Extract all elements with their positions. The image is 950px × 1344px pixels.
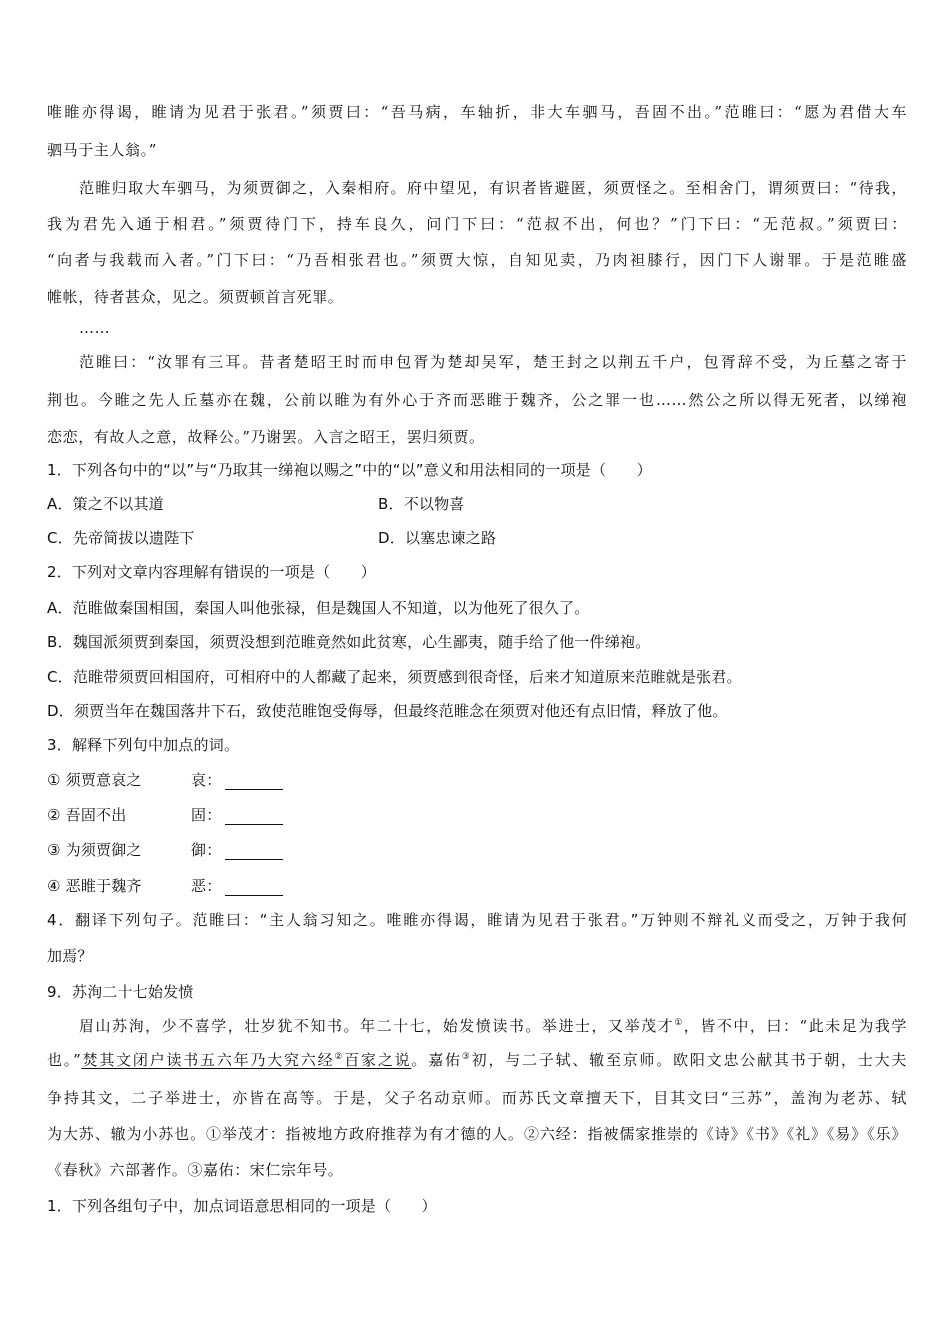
option-label: C． bbox=[47, 529, 73, 547]
q3-sentence: ④ 恶睢于魏齐 bbox=[47, 877, 142, 895]
section-9-question-1-stem: 1．下列各组句子中，加点词语意思相同的一项是（ ） bbox=[47, 1197, 437, 1215]
option-text: 策之不以其道 bbox=[72, 495, 164, 513]
q3-sentence: ① 须贾意哀之 bbox=[47, 771, 142, 789]
option-text: 不以物喜 bbox=[403, 495, 465, 513]
option-text: 范睢做秦国相国，秦国人叫他张禄，但是魏国人不知道，以为他死了很久了。 bbox=[72, 599, 590, 617]
option-text: 先帝简拔以遗陛下 bbox=[72, 529, 195, 547]
q3-word: 恶： bbox=[191, 877, 222, 895]
answer-blank[interactable] bbox=[225, 880, 283, 896]
q3-answer bbox=[191, 805, 283, 825]
q3-word: 御： bbox=[191, 841, 222, 859]
answer-blank[interactable] bbox=[225, 809, 283, 825]
option-d[interactable] bbox=[378, 528, 496, 548]
question-3-stem: 3．解释下列句中加点的词。 bbox=[47, 736, 240, 754]
text: 初，与二子轼、辙至京师。欧阳文忠公献其书于朝，士大夫 bbox=[471, 1051, 907, 1069]
passage-line: 恋恋，有故人之意，故释公。”乃谢罢。入言之昭王，罢归须贾。 bbox=[47, 428, 485, 446]
passage-line: 《春秋》六部著作。③嘉佑：宋仁宗年号。 bbox=[47, 1161, 344, 1179]
option-d[interactable] bbox=[47, 701, 907, 721]
text: 眉山苏洵，少不喜学，壮岁犹不知书。年二十七，始发愤读书。举进士，又举茂才 bbox=[79, 1017, 675, 1035]
option-label: D． bbox=[47, 702, 74, 720]
option-c[interactable] bbox=[47, 529, 194, 547]
answer-blank[interactable] bbox=[225, 774, 283, 790]
option-b[interactable] bbox=[47, 632, 907, 652]
passage-line: “向者与我载而入者。”门下曰：“乃吾相张君也。”须贾大惊，自知见卖，乃肉袒膝行，因门下人谢罪。于是范睢盛 bbox=[47, 251, 907, 269]
option-b[interactable] bbox=[378, 494, 465, 514]
q3-item bbox=[47, 840, 907, 860]
question-4-stem: 4．翻译下列句子。范睢曰：“主人翁习知之。唯睢亦得谒，睢请为见君于张君。”万钟则不辩礼义而受之，万钟于我何 bbox=[47, 911, 907, 929]
q3-item bbox=[47, 805, 907, 825]
ellipsis: …… bbox=[79, 319, 111, 337]
option-label: B． bbox=[378, 495, 404, 513]
question-2-stem: 2．下列对文章内容理解有错误的一项是（ ） bbox=[47, 563, 376, 581]
passage-line: 帷帐，待者甚众，见之。须贾顿首言死罪。 bbox=[47, 288, 344, 306]
passage-line: 唯睢亦得谒，睢请为见君于张君。”须贾曰：“吾马病，车轴折，非大车驷马，吾固不出。”范睢曰：“愿为君借大车 bbox=[47, 103, 907, 121]
option-text: 范睢带须贾回相国府，可相府中的人都藏了起来，须贾感到很奇怪，后来才知道原来范睢就是张君。 bbox=[72, 668, 742, 686]
question-1-stem: 1．下列各句中的“以”与“乃取其一绨袍以赐之”中的“以”意义和用法相同的一项是（ ） bbox=[47, 461, 652, 479]
passage-line: 驷马于主人翁。” bbox=[47, 141, 157, 159]
q3-word: 哀： bbox=[191, 771, 222, 789]
text: 。嘉佑 bbox=[411, 1051, 462, 1069]
q3-answer bbox=[191, 770, 283, 790]
question-4-stem-cont: 加焉？ bbox=[47, 947, 93, 965]
q3-item bbox=[47, 770, 907, 790]
passage-line bbox=[47, 1050, 907, 1070]
footnote-marker: ③ bbox=[461, 1052, 472, 1062]
question-1-options-row-1 bbox=[47, 494, 907, 514]
footnote-marker: ① bbox=[674, 1018, 684, 1028]
option-label: B． bbox=[47, 633, 73, 651]
passage-line: 为大苏、辙为小苏也。①举茂才：指被地方政府推荐为有才德的人。②六经：指被儒家推崇的《诗》《书》《礼》《易》《乐》 bbox=[47, 1125, 907, 1143]
option-text: 以塞忠谏之路 bbox=[404, 529, 497, 547]
passage-line: 荆也。今睢之先人丘墓亦在魏，公前以睢为有外心于齐而恶睢于魏齐，公之罪一也……然公之所以得无死者，以绨袍 bbox=[47, 391, 907, 409]
q3-sentence: ② 吾固不出 bbox=[47, 806, 127, 824]
q3-sentence: ③ 为须贾御之 bbox=[47, 841, 142, 859]
option-a[interactable] bbox=[47, 495, 164, 513]
option-text: 魏国派须贾到秦国，须贾没想到范睢竟然如此贫寒，心生鄙夷，随手给了他一件绨袍。 bbox=[72, 633, 651, 651]
option-c[interactable] bbox=[47, 667, 907, 687]
passage-line: 争持其文，二子举进士，亦皆在高等。于是，父子名动京师。而苏氏文章擅天下，目其文曰“三苏”，盖洵为老苏、轼 bbox=[47, 1089, 907, 1107]
answer-blank[interactable] bbox=[225, 844, 283, 860]
option-label: C． bbox=[47, 668, 73, 686]
option-label: A． bbox=[47, 599, 73, 617]
passage-line: 我为君先入通于相君。”须贾待门下，持车良久，问门下曰：“范叔不出，何也？”门下曰：“无范叔。”须贾曰： bbox=[47, 215, 907, 233]
underlined-sentence bbox=[81, 1051, 411, 1069]
option-a[interactable] bbox=[47, 598, 907, 618]
q3-answer bbox=[191, 876, 283, 896]
text: 焚其文闭户读书五六年乃大究六经 bbox=[81, 1051, 335, 1069]
passage-line: 范睢曰：“汝罪有三耳。昔者楚昭王时而申包胥为楚却吴军，楚王封之以荆五千户，包胥辞不受，为丘墓之寄于 bbox=[79, 353, 907, 371]
q3-word: 固： bbox=[191, 806, 222, 824]
text: 也。” bbox=[47, 1051, 82, 1069]
passage-line bbox=[79, 1016, 907, 1036]
passage-line: 范睢归取大车驷马，为须贾御之，入秦相府。府中望见，有识者皆避匿，须贾怪之。至相舍门，谓须贾曰：“待我， bbox=[79, 179, 907, 197]
option-label: A． bbox=[47, 495, 73, 513]
option-text: 须贾当年在魏国落井下石，致使范睢饱受侮辱，但最终范睢念在须贾对他还有点旧情，释放了他。 bbox=[73, 702, 728, 720]
text: 百家之说 bbox=[344, 1051, 412, 1069]
text: ，皆不中，曰：“此未足为我学 bbox=[683, 1017, 907, 1035]
q3-item bbox=[47, 876, 907, 896]
footnote-marker: ② bbox=[334, 1052, 345, 1062]
option-label: D． bbox=[378, 529, 405, 547]
question-1-options-row-2 bbox=[47, 528, 907, 548]
section-9-title: 9．苏洵二十七始发愤 bbox=[47, 983, 194, 1001]
q3-answer bbox=[191, 840, 283, 860]
